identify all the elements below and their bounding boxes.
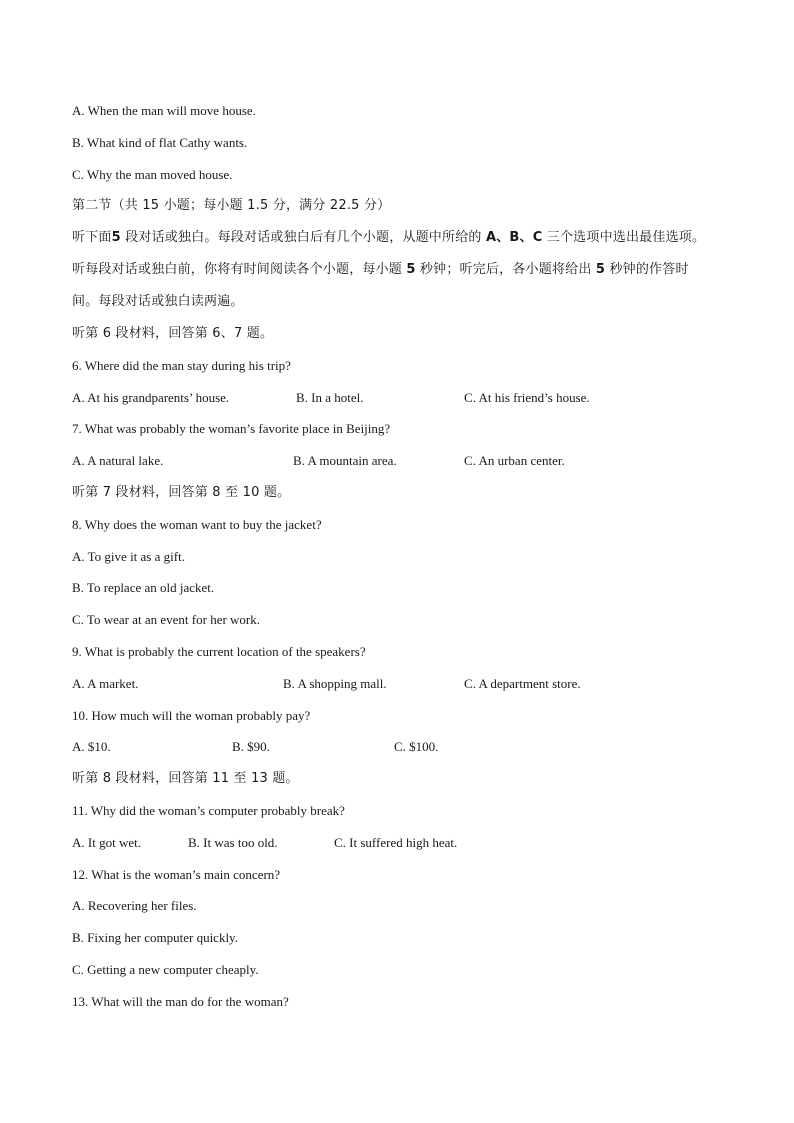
q6-option-b: B. In a hotel. bbox=[296, 390, 364, 405]
q7-option-a: A. A natural lake. bbox=[72, 453, 164, 468]
instructions-line-3: 间。每段对话或独白读两遍。 bbox=[72, 294, 244, 309]
question-12: 12. What is the woman’s main concern? bbox=[72, 867, 281, 882]
question-7: 7. What was probably the woman’s favorite place in Beijing? bbox=[72, 421, 391, 436]
part1-option-b: B. What kind of flat Cathy wants. bbox=[72, 135, 248, 150]
instructions-line-2: 听每段对话或独白前，你将有时间阅读各个小题，每小题 5 秒钟；听完后，各小题将给出 5 秒钟的作答时 bbox=[72, 262, 689, 277]
material-6-heading: 听第 6 段材料，回答第 6、7 题。 bbox=[72, 326, 274, 341]
material-7-heading: 听第 7 段材料，回答第 8 至 10 题。 bbox=[72, 485, 291, 500]
question-6: 6. Where did the man stay during his trip? bbox=[72, 358, 291, 373]
instructions-line-1: 听下面5 段对话或独白。每段对话或独白后有几个小题，从题中所给的 A、B、C 三个选项中选出最佳选项。 bbox=[72, 230, 706, 245]
material-8-heading: 听第 8 段材料，回答第 11 至 13 题。 bbox=[72, 771, 299, 786]
q6-option-a: A. At his grandparents’ house. bbox=[72, 390, 230, 405]
question-10: 10. How much will the woman probably pay? bbox=[72, 708, 311, 723]
section-heading: 第二节（共 15 小题；每小题 1.5 分，满分 22.5 分） bbox=[72, 198, 391, 213]
part1-option-c: C. Why the man moved house. bbox=[72, 167, 233, 182]
q8-option-c: C. To wear at an event for her work. bbox=[72, 612, 261, 627]
q11-option-a: A. It got wet. bbox=[72, 835, 141, 850]
q9-option-c: C. A department store. bbox=[464, 676, 581, 691]
part1-option-a: A. When the man will move house. bbox=[72, 103, 256, 118]
q9-option-b: B. A shopping mall. bbox=[283, 676, 387, 691]
q8-option-a: A. To give it as a gift. bbox=[72, 549, 185, 564]
q12-option-b: B. Fixing her computer quickly. bbox=[72, 930, 238, 945]
q9-option-a: A. A market. bbox=[72, 676, 139, 691]
q11-option-b: B. It was too old. bbox=[188, 835, 278, 850]
q8-option-b: B. To replace an old jacket. bbox=[72, 580, 215, 595]
q7-option-b: B. A mountain area. bbox=[293, 453, 397, 468]
q6-option-c: C. At his friend’s house. bbox=[464, 390, 590, 405]
question-11: 11. Why did the woman’s computer probably break? bbox=[72, 803, 345, 818]
q12-option-c: C. Getting a new computer cheaply. bbox=[72, 962, 259, 977]
q10-option-a: A. $10. bbox=[72, 739, 111, 754]
question-9: 9. What is probably the current location of the speakers? bbox=[72, 644, 366, 659]
q10-option-c: C. $100. bbox=[394, 739, 439, 754]
q7-option-c: C. An urban center. bbox=[464, 453, 565, 468]
q12-option-a: A. Recovering her files. bbox=[72, 898, 197, 913]
q10-option-b: B. $90. bbox=[232, 739, 270, 754]
question-13: 13. What will the man do for the woman? bbox=[72, 994, 289, 1009]
question-8: 8. Why does the woman want to buy the jacket? bbox=[72, 517, 322, 532]
q11-option-c: C. It suffered high heat. bbox=[334, 835, 458, 850]
